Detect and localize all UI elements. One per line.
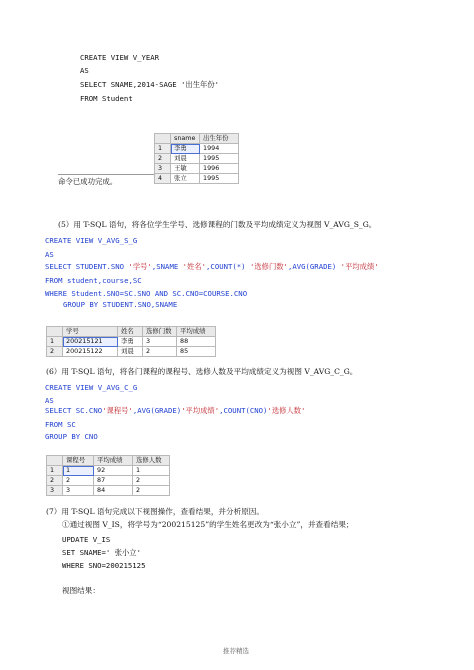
code-line (45, 406, 305, 416)
row-index: 3 (155, 164, 171, 174)
code-token: ,COUNT(*) (206, 262, 250, 271)
table-cell[interactable]: 200215122 (63, 347, 118, 357)
code-token: ,AVG(GRADE) (287, 262, 341, 271)
grid-header-row (47, 456, 170, 466)
column-header: 课程号 (63, 456, 94, 466)
table-cell[interactable]: 1 (133, 466, 170, 476)
column-header: 出生年份 (200, 134, 239, 144)
code-string: '选修人数' (267, 406, 306, 415)
table-row[interactable] (47, 466, 170, 476)
table-row[interactable] (47, 476, 170, 486)
table-cell[interactable]: 1995 (200, 154, 239, 164)
row-index: 2 (47, 476, 63, 486)
table-cell[interactable]: 李勇 (171, 144, 200, 154)
table-cell[interactable]: 200215121 (63, 337, 118, 347)
code-line: GROUP BY STUDENT.SNO,SNAME (63, 300, 178, 309)
column-header: 选修人数 (133, 456, 170, 466)
row-index: 4 (155, 174, 171, 184)
grid-corner (47, 456, 63, 466)
table-row[interactable] (155, 144, 239, 154)
column-header: 姓名 (118, 327, 143, 337)
code-line: UPDATE V_IS (62, 535, 111, 544)
table-cell[interactable]: 85 (177, 347, 216, 357)
code-line: AS (45, 250, 54, 259)
code-token: SELECT SC.CNO (45, 406, 103, 415)
code-token: ,SNAME (151, 262, 183, 271)
table-cell[interactable]: 3 (143, 337, 177, 347)
column-header: 选修门数 (143, 327, 177, 337)
table-cell[interactable]: 87 (94, 476, 133, 486)
table-cell[interactable]: 2 (133, 476, 170, 486)
code-string: '课程号' (102, 406, 133, 415)
table-cell[interactable]: 王敏 (171, 164, 200, 174)
table-cell[interactable]: 2 (143, 347, 177, 357)
table-row[interactable] (47, 486, 170, 496)
code-line (45, 262, 379, 272)
code-line: GROUP BY CNO (45, 432, 98, 441)
result-grid-avg-c-g (46, 455, 170, 496)
grid-corner (47, 327, 63, 337)
grid-header-row (155, 134, 239, 144)
table-row[interactable] (47, 347, 216, 357)
code-token: ,AVG(GRADE) (132, 406, 182, 415)
table-cell[interactable]: 李勇 (118, 337, 143, 347)
table-row[interactable] (155, 154, 239, 164)
table-cell[interactable]: 1995 (200, 174, 239, 184)
table-cell[interactable]: 84 (94, 486, 133, 496)
section-heading: (5）用 T-SQL 语句，将各位学生学号、选修课程的门数及平均成绩定义为视图 V_AVG_S_G。 (58, 220, 377, 229)
messages-divider (58, 174, 154, 175)
code-line: WHERE SNO=200215125 (62, 561, 146, 570)
code-line: FROM SC (45, 420, 76, 429)
code-line: AS (80, 66, 89, 75)
code-line: CREATE VIEW V_AVG_C_G (45, 383, 138, 392)
row-index: 2 (155, 154, 171, 164)
code-line: FROM student,course,SC (45, 276, 142, 285)
table-cell[interactable]: 刘晨 (171, 154, 200, 164)
column-header: sname (171, 134, 200, 144)
code-string: '平均成绩' (181, 406, 220, 415)
column-header: 学号 (63, 327, 118, 337)
table-cell[interactable]: 2 (63, 476, 94, 486)
code-string: '学号' (128, 262, 152, 271)
table-row[interactable] (155, 164, 239, 174)
result-grid-avg-s-g (46, 326, 216, 357)
command-success-message: 命令已成功完成。 (58, 177, 118, 186)
table-cell[interactable]: 92 (94, 466, 133, 476)
table-cell[interactable]: 2 (133, 486, 170, 496)
code-line: FROM Student (80, 94, 133, 103)
table-cell[interactable]: 刘晨 (118, 347, 143, 357)
table-cell[interactable]: 1 (63, 466, 94, 476)
table-row[interactable] (155, 174, 239, 184)
column-header: 平均成绩 (94, 456, 133, 466)
code-string: '姓名' (182, 262, 207, 271)
code-string: '平均成绩' (340, 262, 379, 271)
row-index: 3 (47, 486, 63, 496)
column-header: 平均成绩 (177, 327, 216, 337)
code-line: CREATE VIEW V_AVG_S_G (45, 236, 138, 245)
code-line: SELECT SNAME,2014-SAGE '出生年份' (80, 80, 220, 89)
table-cell[interactable]: 张立 (171, 174, 200, 184)
table-cell[interactable]: 3 (63, 486, 94, 496)
code-line: CREATE VIEW V_YEAR (80, 53, 160, 62)
row-index: 1 (155, 144, 171, 154)
code-string: '选修门数' (249, 262, 288, 271)
table-cell[interactable]: 88 (177, 337, 216, 347)
grid-header-row (47, 327, 216, 337)
grid-corner (155, 134, 171, 144)
table-cell[interactable]: 1994 (200, 144, 239, 154)
code-line: WHERE Student.SNO=SC.SNO AND SC.CNO=COURSE.CNO (45, 289, 248, 298)
row-index: 1 (47, 466, 63, 476)
table-cell[interactable]: 1996 (200, 164, 239, 174)
section-subheading: ①通过视图 V_IS，将学号为“200215125”的学生姓名更改为“张小立”，并查看结果； (62, 520, 354, 529)
table-row[interactable] (47, 337, 216, 347)
result-label: 视图结果： (62, 586, 100, 595)
code-line: AS (45, 396, 54, 405)
code-token: ,COUNT(CNO) (219, 406, 268, 415)
page-footer: 推荐精选 (223, 647, 249, 655)
row-index: 1 (47, 337, 63, 347)
code-line: SET SNAME=' 张小立' (62, 548, 142, 557)
row-index: 2 (47, 347, 63, 357)
code-token: SELECT STUDENT.SNO (45, 262, 129, 271)
section-heading: (6）用 T-SQL 语句，将各门课程的课程号、选修人数及平均成绩定义为视图 V_AVG_C_G。 (46, 367, 358, 376)
result-grid-v-year (154, 133, 239, 184)
section-heading: (7）用 T-SQL 语句完成以下视图操作，查看结果，并分析原因。 (46, 507, 264, 516)
